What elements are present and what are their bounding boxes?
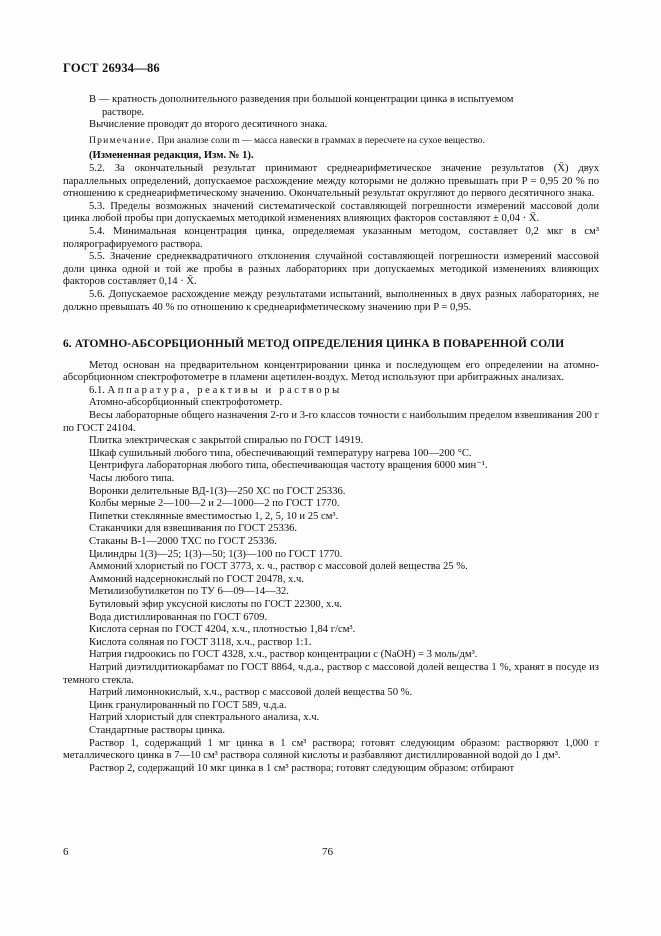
list-item: Часы любого типа. bbox=[89, 473, 175, 485]
list-item: Цилиндры 1(3)—25; 1(3)—50; 1(3)—100 по ГОСТ 1770. bbox=[89, 548, 343, 560]
page-number-left: 6 bbox=[63, 846, 69, 858]
paragraph-5-5: 5.5. Значение среднеквадратичного отклонения случайной составляющей погрешности измерений массовой доли цинка одной и той же пробы в разных лабораториях при допускаемых методикой изменениях влияющих факторов составляет 0,14 · X̄. bbox=[63, 251, 599, 288]
page-number-center: 76 bbox=[322, 846, 333, 858]
list-item: Натрий хлористый для спектрального анализа, х.ч. bbox=[89, 712, 320, 724]
paragraph-5-4: 5.4. Минимальная концентрация цинка, определяемая указанным методом, составляет 0,2 мкг в см³ полярографируемого раствора. bbox=[63, 225, 599, 250]
document-header: ГОСТ 26934—86 bbox=[63, 61, 160, 75]
note-label: Примечание. bbox=[89, 134, 156, 146]
section-6-intro: Метод основан на предварительном концентрировании цинка и последующем его определении на атомно-абсорбционном спектрофотометре в пламени ацетилен-воздух. Метод используют при арбитражных анализах. bbox=[63, 359, 599, 384]
list-item: Плитка электрическая с закрытой спиралью по ГОСТ 14919. bbox=[89, 435, 364, 447]
section-6-heading: 6. АТОМНО-АБСОРБЦИОННЫЙ МЕТОД ОПРЕДЕЛЕНИЯ ЦИНКА В ПОВАРЕННОЙ СОЛИ bbox=[63, 338, 565, 351]
list-item: Аммоний надсернокислый по ГОСТ 20478, х.ч. bbox=[89, 573, 304, 585]
paragraph-5-6: 5.6. Допускаемое расхождение между результатами испытаний, выполненных в двух разных лабораториях, не должно превышать 40 % по отношению к среднеарифметическому значению при P = 0,95. bbox=[63, 288, 599, 313]
note bbox=[63, 135, 599, 148]
list-item: Метилизобутилкетон по ТУ 6—09—14—32. bbox=[89, 586, 289, 598]
list-item: Вода дистиллированная по ГОСТ 6709. bbox=[89, 611, 268, 623]
list-item: Колбы мерные 2—100—2 и 2—1000—2 по ГОСТ 1770. bbox=[89, 498, 340, 510]
list-item: Кислота соляная по ГОСТ 3118, х.ч., раствор 1:1. bbox=[89, 636, 312, 648]
list-item: Атомно-абсорбционный спектрофотометр. bbox=[89, 397, 283, 409]
list-item: Аммоний хлористый по ГОСТ 3773, х. ч., раствор с массовой долей вещества 25 %. bbox=[89, 561, 468, 573]
list-item: Пипетки стеклянные вместимостью 1, 2, 5, 10 и 25 см³. bbox=[89, 510, 339, 522]
list-item: Раствор 2, содержащий 10 мкг цинка в 1 см³ раствора; готовят следующим образом: отбирают bbox=[89, 762, 515, 774]
list-item: Весы лабораторные общего назначения 2-го и 3-го классов точности с наибольшим пределом взвешивания 200 г по ГОСТ 24104. bbox=[63, 410, 599, 434]
note-text: При анализе соли m — масса навески в граммах в пересчете на сухое вещество. bbox=[157, 134, 485, 146]
list-item: Натрий диэтилдитиокарбамат по ГОСТ 8864, ч.д.а., раствор с массовой долей вещества 1 %, хранят в посуде из темного стекла. bbox=[63, 661, 599, 686]
list-item: Бутиловый эфир уксусной кислоты по ГОСТ 22300, х.ч. bbox=[89, 598, 342, 610]
list-item: Стаканы В-1—2000 ТХС по ГОСТ 25336. bbox=[89, 536, 277, 547]
list-item: Цинк гранулированный по ГОСТ 589, ч.д.а. bbox=[89, 699, 287, 711]
list-item: Шкаф сушильный любого типа, обеспечивающий температуру нагрева 100—200 °С. bbox=[89, 447, 472, 459]
list-item: Натрий лимоннокислый, х.ч., раствор с массовой долей вещества 50 %. bbox=[89, 687, 413, 699]
list-item: Натрия гидроокись по ГОСТ 4328, х.ч., раствор концентрации c (NaOH) = 3 моль/дм³. bbox=[89, 649, 478, 661]
list-item: Центрифуга лабораторная любого типа, обеспечивающая частоту вращения 6000 мин⁻¹. bbox=[89, 460, 488, 472]
list-item: Раствор 1, содержащий 1 мг цинка в 1 см³ раствора; готовят следующим образом: растворяют 1,000 г металлического цинка в 7—10 см³ раствора соляной кислоты и разбавляют дистиллированной водой до 1 дм³. bbox=[63, 737, 599, 762]
variable-definition-b: B — кратность дополнительного разведения при большой концентрации цинка в испытуемом раствоpе. bbox=[89, 94, 514, 118]
list-item: Кислота серная по ГОСТ 4204, х.ч., плотностью 1,84 г/см³. bbox=[89, 624, 356, 636]
list-item: Воронки делительные ВД-1(3)—250 ХС по ГОСТ 25336. bbox=[89, 485, 346, 497]
calc-precision-text: Вычисление проводят до второго десятичного знака. bbox=[89, 119, 328, 131]
subsection-6-1-heading: 6.1. Аппаратура, реактивы и растворы bbox=[89, 384, 342, 396]
paragraph-5-2: 5.2. За окончательный результат принимают среднеарифметическое значение результатов (X̄) двух параллельных определений, допускаемое расхождение между которыми не должно превышать при P = 0,95 20 % по отношению к среднеарифметическому значению. Окончательный результат округляют до первого десятичного знака. bbox=[63, 162, 599, 200]
document-body bbox=[63, 94, 599, 775]
list-item: Стаканчики для взвешивания по ГОСТ 25336. bbox=[89, 523, 298, 535]
edition-note: (Измененная редакция, Изм. № 1). bbox=[89, 150, 254, 162]
paragraph-5-3: 5.3. Пределы возможных значений систематической составляющей погрешности измерений массовой доли цинка любой пробы при допускаемых методикой изменениях влияющих факторов составляют ± 0,04 · X̄. bbox=[63, 200, 599, 225]
list-item: Стандартные растворы цинка. bbox=[89, 724, 226, 736]
